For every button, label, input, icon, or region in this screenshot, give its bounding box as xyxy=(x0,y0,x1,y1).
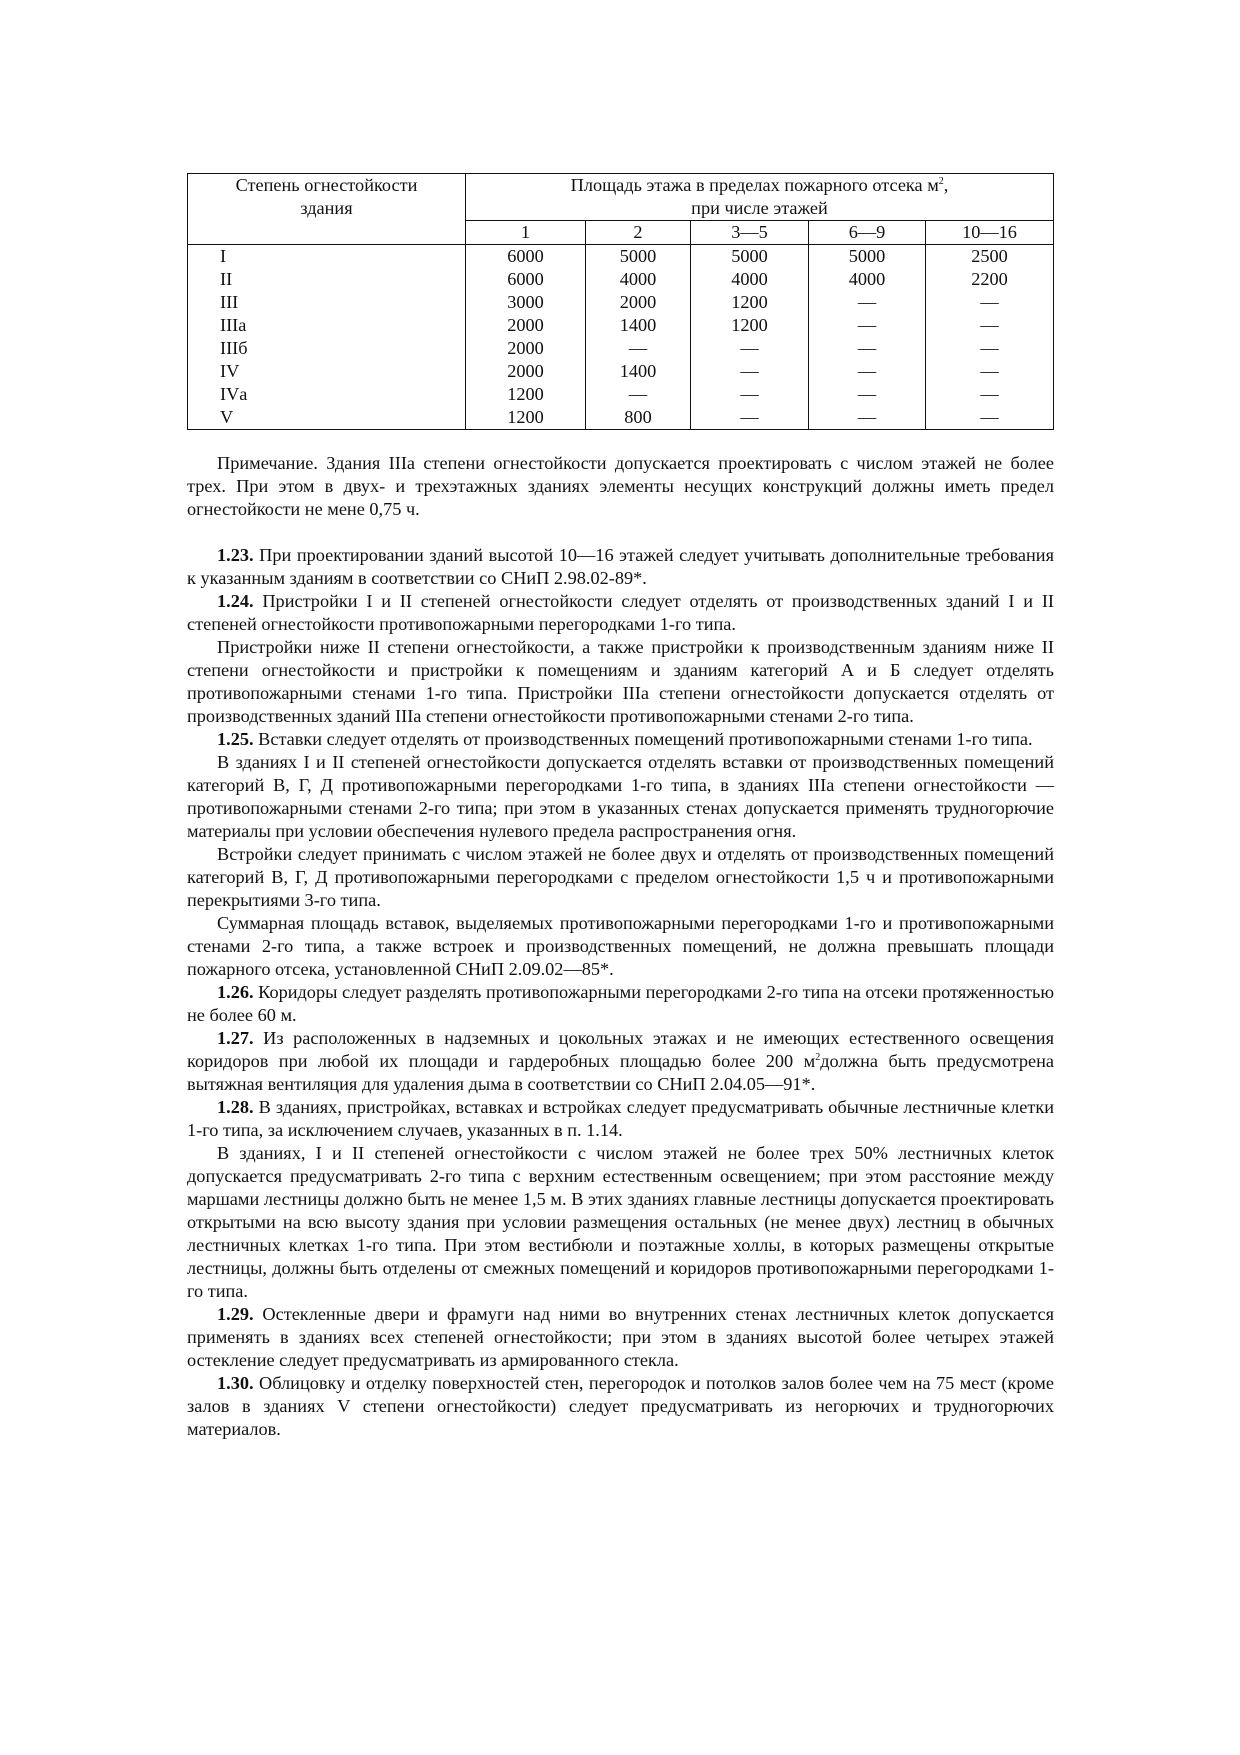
degree-cell: I xyxy=(188,245,466,269)
clause-text: Из расположенных в надземных и цокольных этажах и не имеющих естественного освещения коридоров при любой их площади и гардеробных площадью более 200 м xyxy=(187,1028,1054,1071)
clause-text: Облицовку и отделку поверхностей стен, перегородок и потолков залов более чем на 75 мест (кроме залов в зданиях V степени огнестойкости) следует предусматривать из негорючих и трудногорючих материалов. xyxy=(187,1373,1054,1439)
clause-paragraph xyxy=(187,1372,1054,1441)
clause-paragraph xyxy=(187,728,1054,751)
area-cell: — xyxy=(586,337,691,360)
clause-text: Встройки следует принимать с числом этажей не более двух и отделять от производственных помещений категорий В, Г, Д противопожарными перегородками с пределом огнестойкости 1,5 ч и противопожарными перекрытиями 3-го типа. xyxy=(187,844,1054,910)
clause-text: Остекленные двери и фрамуги над ними во внутренних стенах лестничных клеток допускается применять в зданиях всех степеней огнестойкости; при этом в зданиях высотой более четырех этажей остекление следует предусматривать из армированного стекла. xyxy=(187,1304,1054,1370)
area-cell: 2200 xyxy=(926,268,1054,291)
area-cell: — xyxy=(691,383,809,406)
header-area-line2: при числе этажей xyxy=(691,198,828,218)
area-cell: 4000 xyxy=(691,268,809,291)
clause-text: Пристройки ниже II степени огнестойкости, а также пристройки к производственным зданиям ниже II степени огнестойкости и пристройки к помещениям и зданиям категорий А и Б следует отделять противопожарными стенами 1-го типа. Пристройки IIIа степени огнестойкости допускается отделять от производственных зданий IIIа степени огнестойкости противопожарными стенами 2-го типа. xyxy=(187,637,1054,726)
clause-number: 1.27. xyxy=(217,1028,254,1048)
area-cell: 2000 xyxy=(466,360,586,383)
table-row xyxy=(188,314,1054,337)
area-cell: 4000 xyxy=(809,268,926,291)
clause-paragraph xyxy=(187,751,1054,843)
area-cell: 6000 xyxy=(466,245,586,269)
clause-number: 1.30. xyxy=(217,1373,254,1393)
area-cell: — xyxy=(926,337,1054,360)
area-cell: 2000 xyxy=(466,314,586,337)
clause-text-cont: должна быть предусмотрена вытяжная вентиляция для удаления дыма в соответствии со СНиП 2.04.05—91*. xyxy=(187,1051,1054,1094)
area-cell: 5000 xyxy=(586,245,691,269)
degree-cell: IVа xyxy=(188,383,466,406)
clause-text: Коридоры следует разделять противопожарными перегородками 2-го типа на отсеки протяженностью не более 60 м. xyxy=(187,982,1054,1025)
area-cell: 2500 xyxy=(926,245,1054,269)
floor-count-header: 10—16 xyxy=(926,221,1054,245)
area-cell: 1200 xyxy=(691,291,809,314)
area-cell: — xyxy=(586,383,691,406)
clause-paragraph xyxy=(187,912,1054,981)
header-area-sup: 2 xyxy=(938,176,944,187)
degree-cell: IV xyxy=(188,360,466,383)
table-row xyxy=(188,337,1054,360)
clause-number: 1.28. xyxy=(217,1097,254,1117)
area-cell: 4000 xyxy=(586,268,691,291)
clause-paragraph xyxy=(187,1096,1054,1142)
clause-text: В зданиях, I и II степеней огнестойкости с числом этажей не более трех 50% лестничных клеток допускается предусматривать 2-го типа с верхним естественным освещением; при этом расстояние между маршами лестницы должно быть не менее 1,5 м. В этих зданиях главные лестницы допускается проектировать открытыми на всю высоту здания при условии размещения остальных (не менее двух) лестниц в обычных лестничных клетках 1-го типа. При этом вестибюли и поэтажные холлы, в которых размещены открытые лестницы, должны быть отделены от смежных помещений и коридоров противопожарными перегородками 1-го типа. xyxy=(187,1143,1054,1301)
superscript: 2 xyxy=(815,1052,821,1063)
document-page xyxy=(187,173,1054,1441)
area-cell: 800 xyxy=(586,406,691,430)
area-cell: — xyxy=(809,291,926,314)
area-cell: — xyxy=(809,383,926,406)
table-row xyxy=(188,360,1054,383)
area-cell: — xyxy=(926,314,1054,337)
area-cell: — xyxy=(809,337,926,360)
header-degree xyxy=(188,174,466,245)
header-degree-line1: Степень огнестойкости xyxy=(235,175,418,195)
area-cell: — xyxy=(926,291,1054,314)
table-row xyxy=(188,291,1054,314)
clause-number: 1.26. xyxy=(217,982,254,1002)
floor-count-header: 2 xyxy=(586,221,691,245)
clause-number: 1.29. xyxy=(217,1304,254,1324)
area-cell: 2000 xyxy=(466,337,586,360)
section-paragraphs xyxy=(187,544,1054,1441)
header-area-line1: Площадь этажа в пределах пожарного отсека м xyxy=(570,175,939,195)
area-cell: 1400 xyxy=(586,360,691,383)
area-cell: — xyxy=(926,360,1054,383)
area-cell: — xyxy=(926,406,1054,430)
area-cell: — xyxy=(809,314,926,337)
area-cell: 6000 xyxy=(466,268,586,291)
area-cell: 1400 xyxy=(586,314,691,337)
clause-paragraph xyxy=(187,1142,1054,1303)
clause-text: Пристройки I и II степеней огнестойкости следует отделять от производственных зданий I и II степеней огнестойкости противопожарными перегородками 1-го типа. xyxy=(187,591,1054,634)
area-cell: — xyxy=(691,360,809,383)
area-cell: — xyxy=(809,406,926,430)
floor-count-header: 3—5 xyxy=(691,221,809,245)
clause-text: При проектировании зданий высотой 10—16 этажей следует учитывать дополнительные требования к указанным зданиям в соответствии со СНиП 2.98.02-89*. xyxy=(187,545,1054,588)
clause-paragraph xyxy=(187,1027,1054,1096)
clause-paragraph xyxy=(187,981,1054,1027)
floor-count-header: 1 xyxy=(466,221,586,245)
header-area-comma: , xyxy=(943,175,949,195)
area-cell: — xyxy=(926,383,1054,406)
area-cell: 5000 xyxy=(809,245,926,269)
header-area xyxy=(466,174,1054,221)
area-cell: 1200 xyxy=(691,314,809,337)
table-row xyxy=(188,383,1054,406)
clause-paragraph xyxy=(187,636,1054,728)
clause-text: Суммарная площадь вставок, выделяемых противопожарными перегородками 1-го и противопожарными стенами 2-го типа, а также встроек и производственных помещений, не должна превышать площади пожарного отсека, установленной СНиП 2.09.02—85*. xyxy=(187,913,1054,979)
clause-text: Вставки следует отделять от производственных помещений противопожарными стенами 1-го типа. xyxy=(253,729,1033,749)
clause-paragraph xyxy=(187,843,1054,912)
table-note: Примечание. Здания IIIа степени огнестойкости допускается проектировать с числом этажей не более трех. При этом в двух- и трехэтажных зданиях элементы несущих конструкций должны иметь предел огнестойкости не мене 0,75 ч. xyxy=(187,453,1054,519)
area-cell: 1200 xyxy=(466,406,586,430)
degree-cell: III xyxy=(188,291,466,314)
table-row xyxy=(188,268,1054,291)
floor-count-header: 6—9 xyxy=(809,221,926,245)
clause-number: 1.24. xyxy=(217,591,254,611)
clause-number: 1.23. xyxy=(217,545,254,565)
degree-cell: IIIб xyxy=(188,337,466,360)
area-cell: 1200 xyxy=(466,383,586,406)
area-cell: 3000 xyxy=(466,291,586,314)
degree-cell: V xyxy=(188,406,466,430)
degree-cell: II xyxy=(188,268,466,291)
clause-paragraph xyxy=(187,590,1054,636)
fire-compartment-area-table xyxy=(187,173,1054,430)
clause-text: В зданиях, пристройках, вставках и встройках следует предусматривать обычные лестничные клетки 1-го типа, за исключением случаев, указанных в п. 1.14. xyxy=(187,1097,1054,1140)
clause-paragraph xyxy=(187,544,1054,590)
clause-text: В зданиях I и II степеней огнестойкости допускается отделять вставки от производственных помещений категорий В, Г, Д противопожарными перегородками 1-го типа, в зданиях IIIа степени огнестойкости — противопожарными стенами 2-го типа; при этом в указанных стенах допускается применять трудногорючие материалы при условии обеспечения нулевого предела распространения огня. xyxy=(187,752,1054,841)
area-cell: — xyxy=(691,337,809,360)
header-degree-line2: здания xyxy=(300,198,353,218)
clause-number: 1.25. xyxy=(217,729,254,749)
clause-paragraph xyxy=(187,1303,1054,1372)
degree-cell: IIIа xyxy=(188,314,466,337)
area-cell: 5000 xyxy=(691,245,809,269)
table-row xyxy=(188,245,1054,269)
table-row xyxy=(188,406,1054,430)
area-cell: — xyxy=(691,406,809,430)
area-cell: — xyxy=(809,360,926,383)
area-cell: 2000 xyxy=(586,291,691,314)
